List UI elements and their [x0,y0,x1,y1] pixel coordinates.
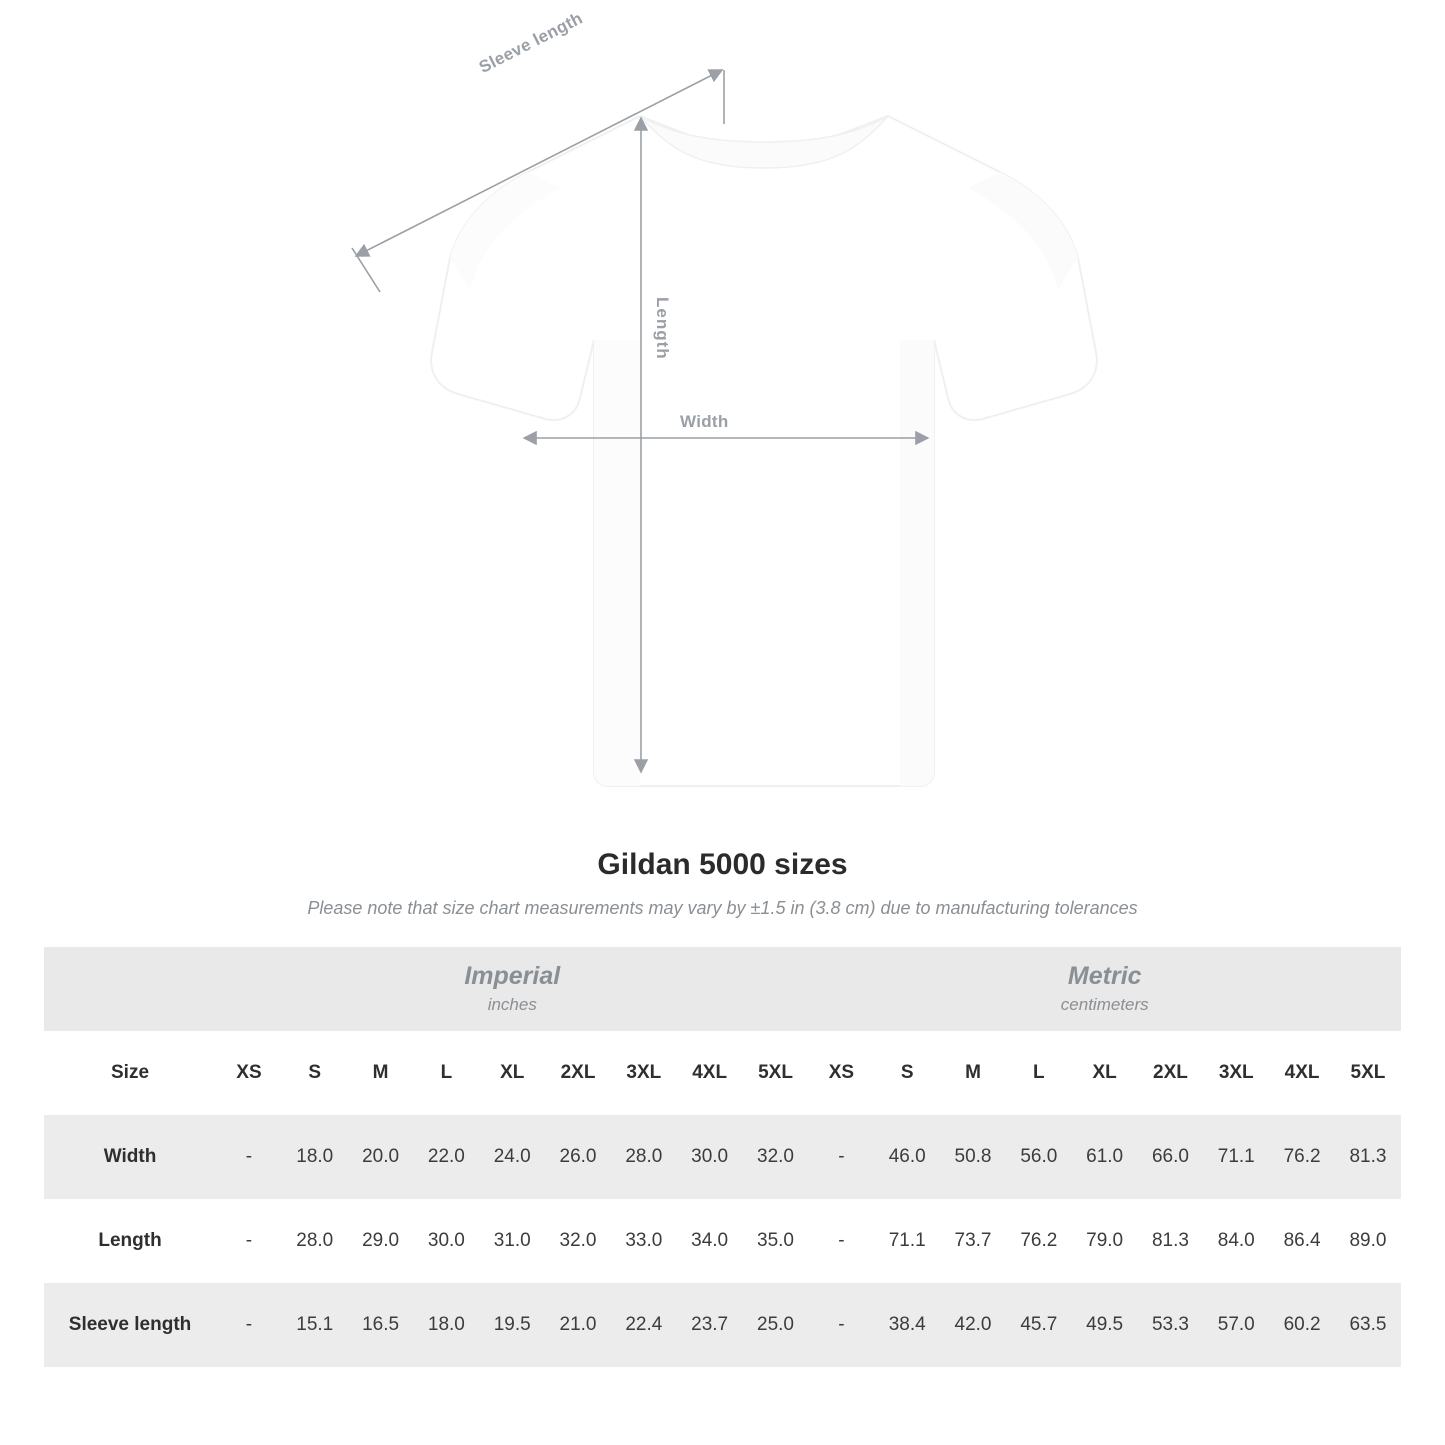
size-header-imperial-xs: XS [216,1031,282,1115]
unit-name-imperial: Imperial [464,962,561,991]
cell-imperial-sleeve-length-4xl: 23.7 [677,1283,743,1367]
size-header-metric-3xl: 3XL [1203,1031,1269,1115]
cell-imperial-sleeve-length-2xl: 21.0 [545,1283,611,1367]
unit-header-row [44,947,1401,1031]
cell-imperial-length-xl: 31.0 [479,1199,545,1283]
cell-metric-sleeve-length-s: 38.4 [874,1283,940,1367]
cell-metric-sleeve-length-xs: - [808,1283,874,1367]
cell-imperial-width-4xl: 30.0 [677,1115,743,1199]
length-label: Length [653,297,672,360]
cell-metric-length-s: 71.1 [874,1199,940,1283]
width-label: Width [680,412,729,431]
cell-imperial-sleeve-length-s: 15.1 [282,1283,348,1367]
unit-header-imperial [216,947,808,1031]
cell-imperial-length-m: 29.0 [348,1199,414,1283]
cell-metric-length-m: 73.7 [940,1199,1006,1283]
size-header-imperial-l: L [413,1031,479,1115]
cell-metric-length-5xl: 89.0 [1335,1199,1401,1283]
cell-metric-sleeve-length-4xl: 60.2 [1269,1283,1335,1367]
cell-metric-length-l: 76.2 [1006,1199,1072,1283]
size-header-metric-m: M [940,1031,1006,1115]
size-header-metric-2xl: 2XL [1138,1031,1204,1115]
page-title: Gildan 5000 sizes [597,848,848,881]
cell-imperial-sleeve-length-5xl: 25.0 [743,1283,809,1367]
cell-metric-length-xs: - [808,1199,874,1283]
size-chart-table [44,947,1401,1367]
shirt-silhouette [431,116,1097,786]
cell-imperial-sleeve-length-xl: 19.5 [479,1283,545,1367]
cell-metric-width-xl: 61.0 [1072,1115,1138,1199]
cell-metric-width-3xl: 71.1 [1203,1115,1269,1199]
chart-title-block [0,848,1445,919]
tolerance-note: Please note that size chart measurements may vary by ±1.5 in (3.8 cm) due to manufacturing tolerances [307,898,1138,918]
size-chart-table-wrap [44,947,1401,1367]
unit-header-metric [808,947,1401,1031]
cell-metric-sleeve-length-2xl: 53.3 [1138,1283,1204,1367]
cell-imperial-sleeve-length-3xl: 22.4 [611,1283,677,1367]
cell-metric-width-l: 56.0 [1006,1115,1072,1199]
size-header-metric-xl: XL [1072,1031,1138,1115]
cell-imperial-sleeve-length-m: 16.5 [348,1283,414,1367]
unit-sub-metric: centimeters [1060,994,1149,1014]
size-header-metric-xs: XS [808,1031,874,1115]
cell-metric-sleeve-length-5xl: 63.5 [1335,1283,1401,1367]
cell-imperial-width-3xl: 28.0 [611,1115,677,1199]
size-header-imperial-xl: XL [479,1031,545,1115]
cell-imperial-sleeve-length-xs: - [216,1283,282,1367]
row-header-width: Width [44,1115,216,1199]
sleeve-length-label: Sleeve length [476,8,586,77]
size-header-label: Size [44,1031,216,1115]
cell-imperial-width-2xl: 26.0 [545,1115,611,1199]
cell-imperial-width-s: 18.0 [282,1115,348,1199]
row-header-sleeve-length: Sleeve length [44,1283,216,1367]
unit-sub-imperial: inches [487,994,537,1014]
cell-imperial-length-5xl: 35.0 [743,1199,809,1283]
cell-imperial-length-3xl: 33.0 [611,1199,677,1283]
cell-metric-width-2xl: 66.0 [1138,1115,1204,1199]
size-header-metric-4xl: 4XL [1269,1031,1335,1115]
unit-name-metric: Metric [1067,962,1142,991]
cell-metric-sleeve-length-xl: 49.5 [1072,1283,1138,1367]
unit-header-spacer [44,947,216,1031]
table-row [44,1199,1401,1283]
cell-metric-width-4xl: 76.2 [1269,1115,1335,1199]
cell-metric-sleeve-length-m: 42.0 [940,1283,1006,1367]
size-header-imperial-3xl: 3XL [611,1031,677,1115]
cell-metric-length-xl: 79.0 [1072,1199,1138,1283]
size-header-imperial-5xl: 5XL [743,1031,809,1115]
cell-imperial-width-5xl: 32.0 [743,1115,809,1199]
row-header-length: Length [44,1199,216,1283]
cell-metric-width-5xl: 81.3 [1335,1115,1401,1199]
cell-imperial-width-xs: - [216,1115,282,1199]
size-header-metric-l: L [1006,1031,1072,1115]
cell-metric-length-4xl: 86.4 [1269,1199,1335,1283]
cell-imperial-length-s: 28.0 [282,1199,348,1283]
size-header-imperial-m: M [348,1031,414,1115]
cell-metric-length-2xl: 81.3 [1138,1199,1204,1283]
table-row [44,1115,1401,1199]
size-header-imperial-2xl: 2XL [545,1031,611,1115]
cell-metric-width-xs: - [808,1115,874,1199]
cell-metric-sleeve-length-3xl: 57.0 [1203,1283,1269,1367]
cell-imperial-width-l: 22.0 [413,1115,479,1199]
size-header-imperial-s: S [282,1031,348,1115]
cell-imperial-width-xl: 24.0 [479,1115,545,1199]
cell-imperial-sleeve-length-l: 18.0 [413,1283,479,1367]
size-header-metric-5xl: 5XL [1335,1031,1401,1115]
size-header-row [44,1031,1401,1115]
cell-imperial-length-l: 30.0 [413,1199,479,1283]
cell-imperial-width-m: 20.0 [348,1115,414,1199]
size-header-metric-s: S [874,1031,940,1115]
cell-metric-sleeve-length-l: 45.7 [1006,1283,1072,1367]
cell-imperial-length-xs: - [216,1199,282,1283]
table-row [44,1283,1401,1367]
cell-imperial-length-2xl: 32.0 [545,1199,611,1283]
cell-imperial-length-4xl: 34.0 [677,1199,743,1283]
cell-metric-width-m: 50.8 [940,1115,1006,1199]
cell-metric-length-3xl: 84.0 [1203,1199,1269,1283]
size-header-imperial-4xl: 4XL [677,1031,743,1115]
cell-metric-width-s: 46.0 [874,1115,940,1199]
